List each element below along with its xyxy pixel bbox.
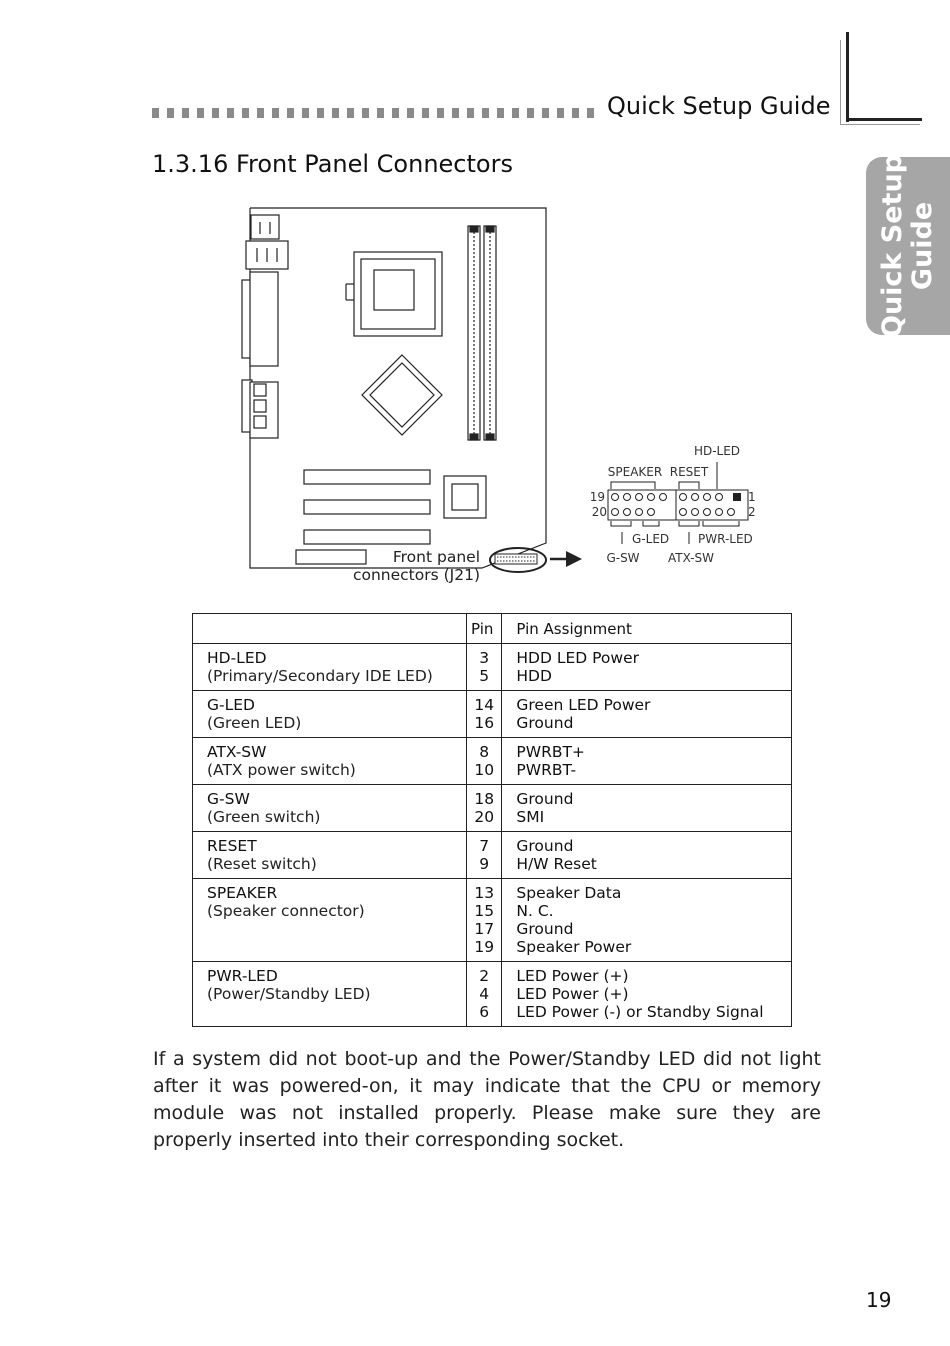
corner-mark-shadow-h [840, 124, 920, 125]
connector-desc: (Green LED) [207, 714, 302, 732]
connector-desc: (Speaker connector) [207, 902, 365, 920]
header-pin-assignment: Pin Assignment [502, 614, 792, 644]
connector-desc: (Green switch) [207, 808, 321, 826]
pin-assignment: HDD [516, 667, 552, 685]
connector-name: G-SW [207, 790, 250, 808]
label-hd-led: HD-LED [693, 444, 741, 458]
io-chip [444, 476, 486, 518]
pin-assignment: PWRBT+ [516, 743, 585, 761]
connector-name: PWR-LED [207, 967, 278, 985]
pin-number: 7 [479, 837, 490, 855]
header-pin: Pin [467, 614, 502, 644]
label-pwr-led: PWR-LED [698, 532, 753, 546]
label-g-led: G-LED [632, 532, 670, 546]
cpu-socket [346, 252, 442, 336]
connector-cell [193, 879, 467, 962]
corner-mark-shadow-v [840, 40, 841, 124]
side-tab [866, 153, 950, 339]
connector-cell [193, 691, 467, 738]
chipset [362, 355, 442, 435]
pin-assignment: PWRBT- [516, 761, 577, 779]
label-pin20: 20 [591, 505, 607, 519]
table-row [193, 879, 792, 962]
pin-number: 5 [479, 667, 490, 685]
pin-number: 14 [474, 696, 495, 714]
side-tab-label [878, 154, 938, 338]
motherboard-diagram [230, 200, 770, 590]
connector-desc: (Power/Standby LED) [207, 985, 371, 1003]
side-tab-line2: Guide [907, 201, 938, 291]
pin-assignment: SMI [516, 808, 545, 826]
table-row [193, 644, 792, 691]
connector-desc: (ATX power switch) [207, 761, 356, 779]
pin-assignment: Ground [516, 837, 574, 855]
table-row [193, 691, 792, 738]
pin-number: 10 [474, 761, 495, 779]
callout-line2: connectors (J21) [352, 566, 480, 584]
assignment-cell [502, 832, 792, 879]
pin-assignment: Ground [516, 790, 574, 808]
pin-assignment: LED Power (+) [516, 967, 629, 985]
table-row [193, 962, 792, 1027]
pin-cell [467, 879, 502, 962]
assignment-cell [502, 691, 792, 738]
pin-cell [467, 832, 502, 879]
connector-desc: (Reset switch) [207, 855, 317, 873]
table-row [193, 785, 792, 832]
label-speaker: SPEAKER [607, 465, 663, 479]
j21-connector-on-board [490, 548, 546, 572]
callout-line1: Front panel [392, 548, 480, 566]
connector-name: G-LED [207, 696, 255, 714]
pin-cell [467, 644, 502, 691]
assignment-cell [502, 879, 792, 962]
pin-number: 3 [479, 649, 490, 667]
header-title: Quick Setup Guide [607, 92, 831, 120]
header-connector [193, 614, 467, 644]
connector-name: HD-LED [207, 649, 267, 667]
pin-number: 4 [479, 985, 490, 1003]
pin-cell [467, 738, 502, 785]
pin-assignment-table [192, 613, 792, 1027]
pin-assignment: H/W Reset [516, 855, 597, 873]
table-row [193, 738, 792, 785]
pin-number: 20 [474, 808, 495, 826]
label-g-sw: G-SW [606, 551, 640, 565]
pin-number: 16 [474, 714, 495, 732]
pin-number: 9 [479, 855, 490, 873]
assignment-cell [502, 738, 792, 785]
section-title: 1.3.16 Front Panel Connectors [152, 150, 513, 178]
pin-number: 2 [479, 967, 490, 985]
pin-assignment: Speaker Power [516, 938, 632, 956]
pin-cell [467, 691, 502, 738]
pin-assignment: N. C. [516, 902, 554, 920]
pin-number: 8 [479, 743, 490, 761]
label-pin19: 19 [589, 490, 605, 504]
connector-desc: (Primary/Secondary IDE LED) [207, 667, 433, 685]
corner-mark-v [846, 32, 849, 122]
pin-assignment: LED Power (+) [516, 985, 629, 1003]
assignment-cell [502, 644, 792, 691]
pin-assignment: LED Power (-) or Standby Signal [516, 1003, 764, 1021]
connector-name: RESET [207, 837, 257, 855]
label-pin2: 2 [748, 505, 756, 519]
connector-cell [193, 962, 467, 1027]
assignment-cell [502, 962, 792, 1027]
rear-io-ports [242, 215, 288, 438]
dimm-slots [468, 226, 496, 440]
label-atx-sw: ATX-SW [667, 551, 715, 565]
pin-cell [467, 785, 502, 832]
connector-cell [193, 785, 467, 832]
label-pin1: 1 [748, 490, 756, 504]
page-number: 19 [866, 1288, 892, 1312]
pin-assignment: HDD LED Power [516, 649, 639, 667]
pin-number: 15 [474, 902, 495, 920]
pin-assignment: Ground [516, 714, 574, 732]
connector-cell [193, 644, 467, 691]
corner-mark-h [846, 118, 922, 121]
side-tab-line1: Quick Setup [877, 153, 908, 339]
pin-number: 13 [474, 884, 495, 902]
header-dotted-rule [152, 108, 596, 118]
table-row [193, 832, 792, 879]
label-reset: RESET [669, 465, 709, 479]
connector-cell [193, 738, 467, 785]
assignment-cell [502, 785, 792, 832]
pin-assignment: Green LED Power [516, 696, 651, 714]
pin-number: 19 [474, 938, 495, 956]
pin-number: 6 [479, 1003, 490, 1021]
pin-cell [467, 962, 502, 1027]
pin-assignment: Speaker Data [516, 884, 622, 902]
body-paragraph: If a system did not boot-up and the Power/Standby LED did not light after it was powered-on, it may indicate that the CPU or memory module was not installed properly. Please make sure they are properly inserted into their corresponding socket. [153, 1048, 821, 1151]
pin-number: 18 [474, 790, 495, 808]
pin-number: 17 [474, 920, 495, 938]
table-header-row [193, 614, 792, 644]
connector-cell [193, 832, 467, 879]
connector-name: SPEAKER [207, 884, 278, 902]
connector-name: ATX-SW [207, 743, 267, 761]
pin-assignment: Ground [516, 920, 574, 938]
arrow-icon [550, 551, 582, 567]
